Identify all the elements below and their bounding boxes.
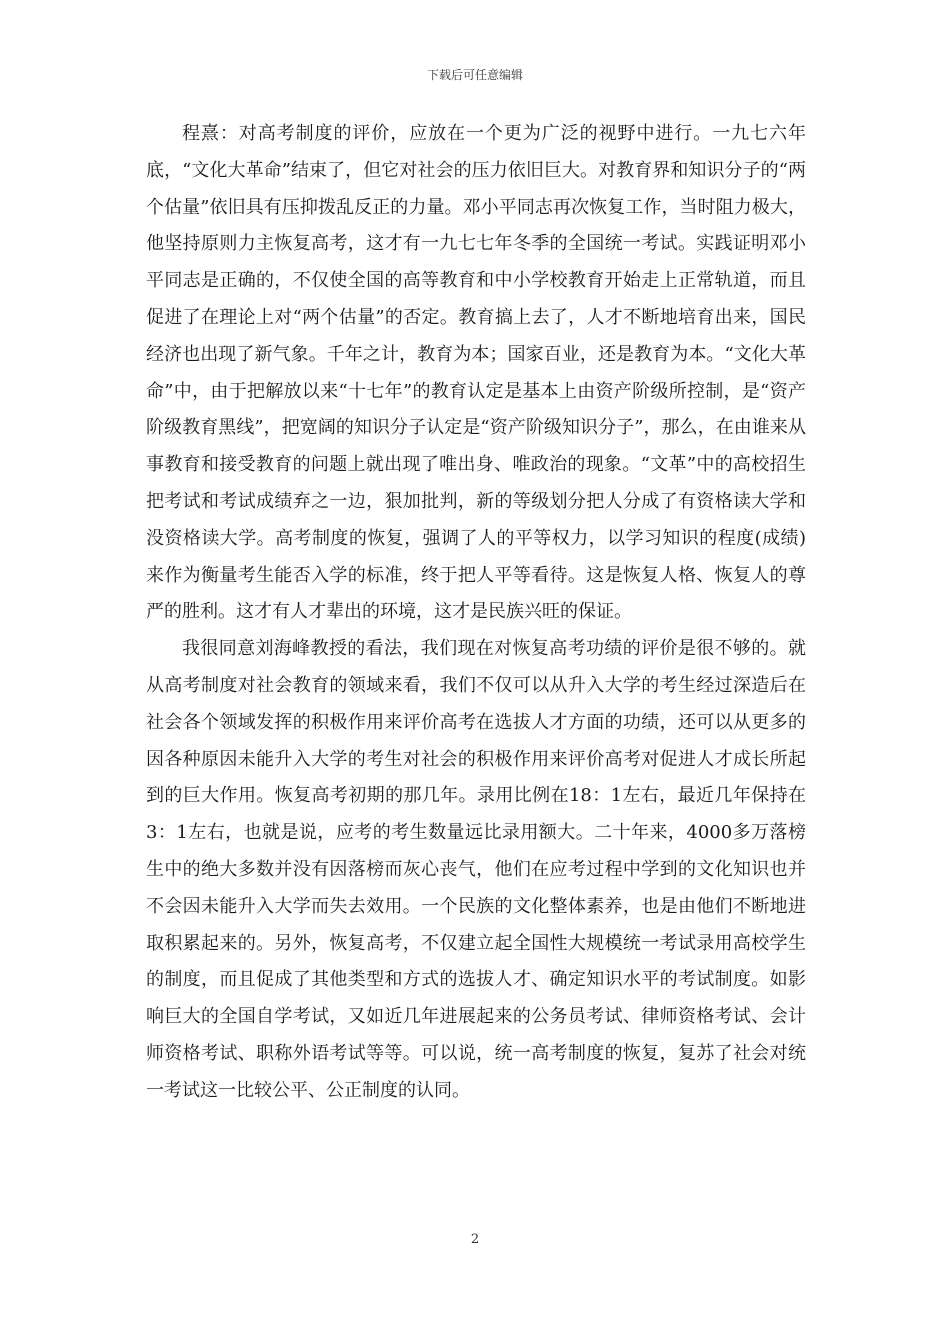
paragraph-2: 我很同意刘海峰教授的看法，我们现在对恢复高考功绩的评价是很不够的。就从高考制度对社会教育的领域来看，我们不仅可以从升入大学的考生经过深造后在社会各个领域发挥的积极作用来评价高考在选拔人才方面的功绩，还可以从更多的因各种原因未能升入大学的考生对社会的积极作用来评价高考对促进人才成长所起到的巨大作用。恢复高考初期的那几年。录用比例在18：1左右，最近几年保持在3：1左右，也就是说，应考的考生数量远比录用额大。二十年来，4000多万落榜生中的绝大多数并没有因落榜而灰心丧气，他们在应考过程中学到的文化知识也并不会因未能升入大学而失去效用。一个民族的文化整体素养，也是由他们不断地进取积累起来的。另外，恢复高考，不仅建立起全国性大规模统一考试录用高校学生的制度，而且促成了其他类型和方式的选拔人才、确定知识水平的考试制度。如影响巨大的全国自学考试，又如近几年进展起来的公务员考试、律师资格考试、会计师资格考试、职称外语考试等等。可以说，统一高考制度的恢复，复苏了社会对统一考试这一比较公平、公正制度的认同。 — [146, 638, 806, 1101]
paragraph-1: 程熹：对高考制度的评价，应放在一个更为广泛的视野中进行。一九七六年底，“文化大革命”结束了，但它对社会的压力依旧巨大。对教育界和知识分子的“两个估量”依旧具有压抑拨乱反正的力量。邓小平同志再次恢复工作，当时阻力极大，他坚持原则力主恢复高考，这才有一九七七年冬季的全国统一考试。实践证明邓小平同志是正确的，不仅使全国的高等教育和中小学校教育开始走上正常轨道，而且促进了在理论上对“两个估量”的否定。教育搞上去了，人才不断地培育出来，国民经济也出现了新气象。千年之计，教育为本；国家百业，还是教育为本。“文化大革命”中，由于把解放以来“十七年”的教育认定是基本上由资产阶级所控制，是“资产阶级教育黑线”，把宽阔的知识分子认定是“资产阶级知识分子”，那么，在由谁来从事教育和接受教育的问题上就出现了唯出身、唯政治的现象。“文革”中的高校招生把考试和考试成绩弃之一边，狠加批判，新的等级划分把人分成了有资格读大学和没资格读大学。高考制度的恢复，强调了人的平等权力，以学习知识的程度(成绩)来作为衡量考生能否入学的标准，终于把人平等看待。这是恢复人格、恢复人的尊严的胜利。这才有人才辈出的环境，这才是民族兴旺的保证。 — [146, 123, 806, 623]
page-header: 下载后可任意编辑 — [426, 68, 523, 82]
document-body — [146, 116, 806, 1110]
page-number: 2 — [470, 1232, 480, 1247]
